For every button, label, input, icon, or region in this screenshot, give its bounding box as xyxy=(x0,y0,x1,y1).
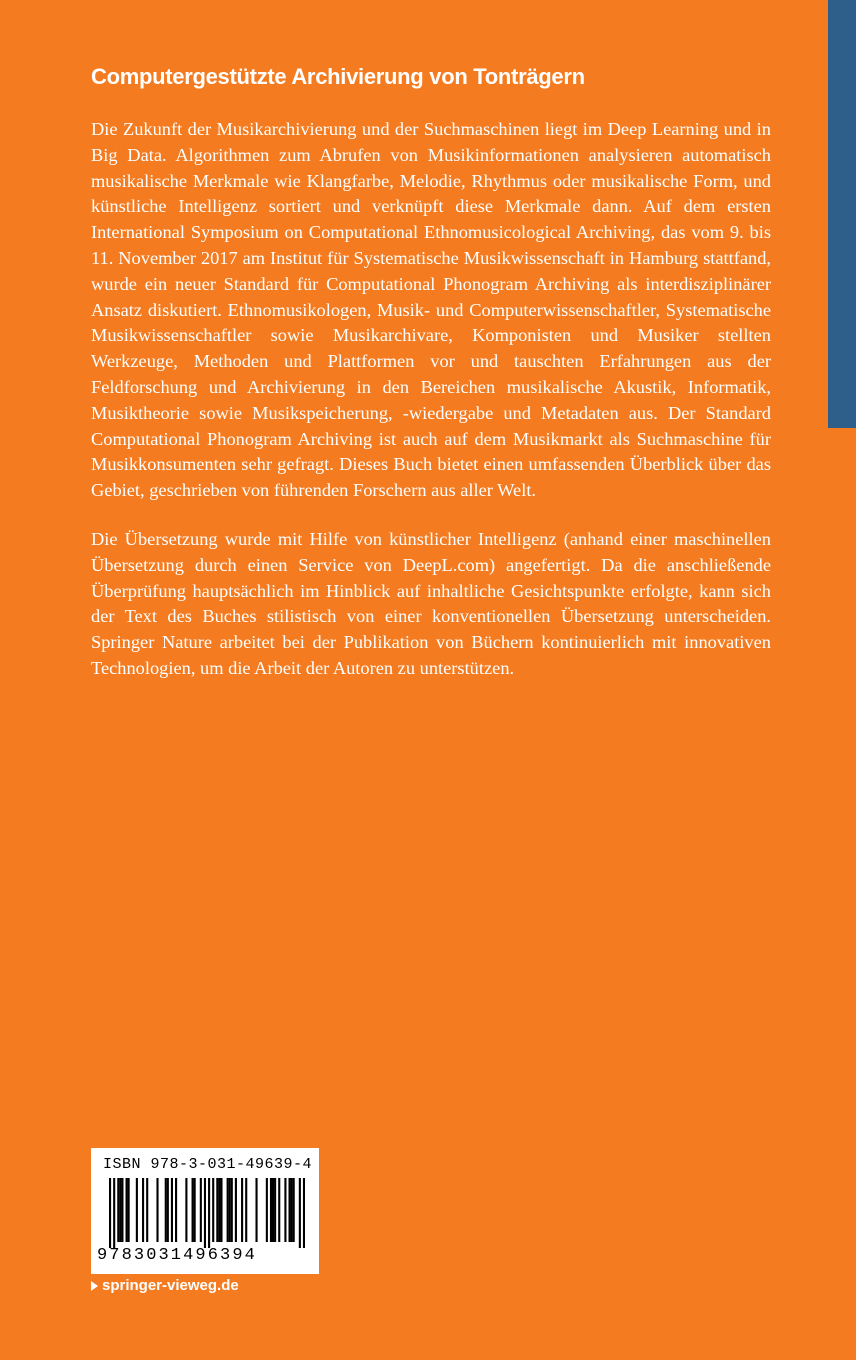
barcode-bar xyxy=(299,1178,301,1248)
barcode-bar xyxy=(117,1178,119,1242)
barcode-bar xyxy=(241,1178,243,1242)
barcode-bar xyxy=(231,1178,233,1242)
barcode-bar xyxy=(284,1178,286,1242)
barcode-bar xyxy=(126,1178,128,1242)
isbn-barcode xyxy=(91,1148,319,1274)
publisher-link[interactable] xyxy=(91,1277,239,1294)
barcode-bar xyxy=(274,1178,276,1242)
barcode-bar xyxy=(303,1178,305,1248)
barcode-bar xyxy=(142,1178,144,1242)
barcode-bar xyxy=(293,1178,295,1242)
barcode-bar xyxy=(216,1178,218,1242)
barcode-bar xyxy=(212,1178,214,1242)
book-title: Computergestützte Archivierung von Tonträgern xyxy=(91,64,585,89)
blurb-paragraph-2: Die Übersetzung wurde mit Hilfe von künstlicher Intelligenz (anhand einer maschinellen Übersetzung durch einen Service von DeepL.com) angefertigt. Da die anschließende Überprüfung hauptsächlich im Hinblick auf inhaltliche Gesichtspunkte erfolgte, kann sich der Text des Buches stilistisch von einer konventionellen Übersetzung unterscheiden. Springer Nature arbeitet bei der Publikation von Büchern kontinuierlich mit innovativen Technologien, um die Arbeit der Autoren zu unterstützen. xyxy=(91,529,771,678)
barcode-bar xyxy=(167,1178,169,1242)
publisher-link-text: springer-vieweg.de xyxy=(102,1277,239,1294)
barcode-bar xyxy=(208,1178,210,1248)
barcode-bar xyxy=(229,1178,231,1242)
barcode-bars xyxy=(109,1178,305,1248)
barcode-bar xyxy=(220,1178,222,1242)
barcode-bar xyxy=(272,1178,274,1242)
barcode-bar xyxy=(113,1178,115,1248)
spine-color-band xyxy=(828,0,856,428)
barcode-bar xyxy=(204,1178,206,1248)
barcode-bar xyxy=(175,1178,177,1242)
barcode-digits: 9783031496394 xyxy=(97,1246,257,1265)
barcode-bar xyxy=(255,1178,257,1242)
barcode-bar xyxy=(156,1178,158,1242)
barcode-bar xyxy=(218,1178,220,1242)
barcode-bar xyxy=(171,1178,173,1242)
barcode-bar xyxy=(165,1178,167,1242)
barcode-bar xyxy=(192,1178,194,1242)
barcode-bar xyxy=(128,1178,130,1242)
barcode-bar xyxy=(146,1178,148,1242)
barcode-bar xyxy=(185,1178,187,1242)
barcode-bar xyxy=(266,1178,268,1242)
isbn-label: ISBN 978-3-031-49639-4 xyxy=(103,1156,313,1173)
barcode-bar xyxy=(194,1178,196,1242)
arrow-right-icon xyxy=(91,1281,98,1291)
barcode-bar xyxy=(278,1178,280,1242)
barcode-bar xyxy=(270,1178,272,1242)
blurb-paragraph-1: Die Zukunft der Musikarchivierung und der Suchmaschinen liegt im Deep Learning und in Big Data. Algorithmen zum Abrufen von Musikinformationen analysieren automatisch musikalische Merkmale wie Klangfarbe, Melodie, Rhythmus oder musikalische Form, und künstliche Intelligenz sortiert und verknüpft diese Merkmale dann. Auf dem ersten International Symposium on Computational Ethnomusicological Archiving, das vom 9. bis 11. November 2017 am Institut für Systematische Musikwissenschaft in Hamburg stattfand, wurde ein neuer Standard für Computational Phonogram Archiving als interdisziplinärer Ansatz diskutiert. Ethnomusikologen, Musik- und Computerwissenschaftler, Systematische Musikwissenschaftler sowie Musikarchivare, Komponisten und Musiker stellten Werkzeuge, Methoden und Plattformen vor und tauschten Erfahrungen aus der Feldforschung und Archivierung in den Bereichen musikalische Akustik, Informatik, Musiktheorie sowie Musikspeicherung, -wiedergabe und Metadaten aus. Der Standard Computational Phonogram Archiving ist auch auf dem Musikmarkt als Suchmaschine für Musikkonsumenten sehr gefragt. Dieses Buch bietet einen umfassenden Überblick über das Gebiet, geschrieben von führenden Forschern aus aller Welt. xyxy=(91,119,771,501)
barcode-bar xyxy=(235,1178,237,1242)
barcode-bar xyxy=(227,1178,229,1242)
barcode-bar xyxy=(288,1178,290,1242)
barcode-bar xyxy=(136,1178,138,1242)
barcode-bar xyxy=(121,1178,123,1242)
barcode-bar xyxy=(119,1178,121,1242)
barcode-bar xyxy=(245,1178,247,1242)
barcode-bar xyxy=(109,1178,111,1248)
barcode-bar xyxy=(291,1178,293,1242)
barcode-bar xyxy=(200,1178,202,1242)
